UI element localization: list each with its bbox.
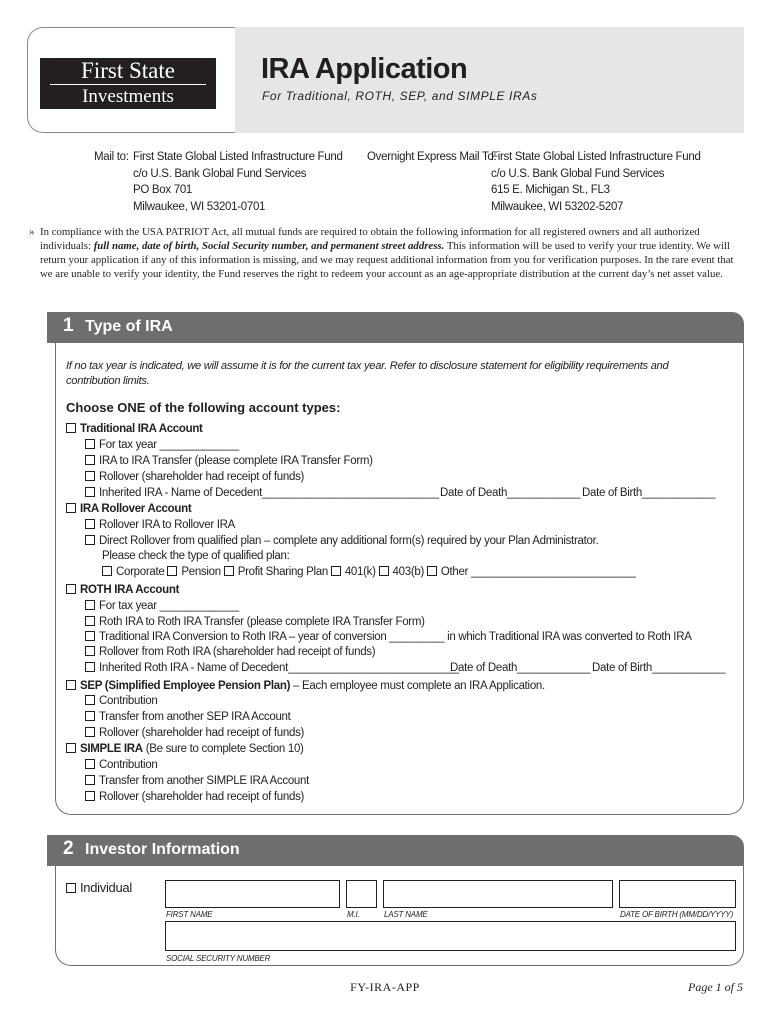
first-name-label: FIRST NAME — [166, 910, 213, 919]
ssn-label: SOCIAL SECURITY NUMBER — [166, 954, 271, 963]
traditional-date-of-death[interactable]: Date of Death____________ — [440, 487, 581, 499]
date-of-birth-label: DATE OF BIRTH (MM/DD/YYYY) — [620, 910, 734, 919]
checkbox-icon[interactable] — [85, 646, 95, 656]
checkbox-icon[interactable] — [85, 775, 95, 785]
option-label: Roth IRA to Roth IRA Transfer (please complete IRA Transfer Form) — [99, 616, 425, 628]
plan-other[interactable]: Other ___________________________ — [427, 566, 636, 578]
overnight-address — [491, 149, 701, 215]
option-label: ROTH IRA Account — [80, 584, 180, 596]
section-2-header — [47, 835, 744, 866]
title-panel — [235, 27, 744, 133]
checkbox-icon[interactable] — [85, 759, 95, 769]
overnight-line: c/o U.S. Bank Global Fund Services — [491, 167, 665, 180]
checkbox-icon[interactable] — [66, 743, 76, 753]
option-label: IRA to IRA Transfer (please complete IRA Transfer Form) — [99, 455, 373, 467]
overnight-line: First State Global Listed Infrastructure Fund — [491, 151, 701, 163]
option-label: For tax year _____________ — [99, 600, 239, 612]
page-title: IRA Application — [261, 53, 468, 85]
patriot-required-fields: full name, date of birth, Social Security number, and permanent street address. — [93, 240, 445, 252]
overnight-label: Overnight Express Mail To: — [367, 151, 497, 163]
traditional-tax-year[interactable] — [85, 438, 239, 453]
roth-inherited[interactable] — [85, 661, 459, 676]
last-name-field[interactable] — [383, 880, 613, 908]
checkbox-icon[interactable] — [85, 535, 95, 545]
mailing-addresses — [0, 149, 770, 219]
checkbox-icon[interactable] — [379, 566, 389, 576]
mail-label: Mail to: — [94, 151, 129, 163]
option-label: Contribution — [99, 695, 158, 707]
mail-line: PO Box 701 — [133, 184, 193, 196]
checkbox-icon[interactable] — [85, 631, 95, 641]
simple-contribution[interactable] — [85, 758, 157, 773]
logo-panel — [27, 27, 235, 133]
middle-initial-field[interactable] — [346, 880, 377, 908]
overnight-line: 615 E. Michigan St., FL3 — [491, 184, 610, 196]
company-logo — [40, 58, 216, 109]
option-label: Individual — [80, 880, 132, 895]
option-label: Inherited IRA - Name of Decedent_____________________________ — [99, 487, 439, 499]
checkbox-icon[interactable] — [66, 680, 76, 690]
plan-type-options — [102, 565, 636, 580]
section-1-header — [47, 312, 744, 343]
patriot-text: In compliance with the USA PATRIOT Act, all mutual funds are required to obtain the following information for all registered owners and all authorized individuals: — [40, 226, 700, 252]
plan-401k[interactable]: 401(k) — [331, 566, 376, 578]
roth-date-of-death[interactable]: Date of Death____________ — [450, 662, 591, 674]
individual-option[interactable] — [66, 880, 132, 895]
section-number: 2 — [63, 838, 74, 859]
roth-tax-year[interactable] — [85, 599, 239, 614]
option-label: Inherited Roth IRA - Name of Decedent____________________________ — [99, 662, 459, 674]
logo-line-1: First State — [81, 58, 175, 83]
checkbox-icon[interactable] — [427, 566, 437, 576]
checkbox-icon[interactable] — [85, 439, 95, 449]
option-label: Transfer from another SIMPLE IRA Account — [99, 775, 310, 787]
date-of-birth-field[interactable] — [619, 880, 736, 908]
checkbox-icon[interactable] — [85, 711, 95, 721]
rollover-account-option[interactable] — [66, 502, 191, 517]
ssn-field[interactable] — [165, 921, 736, 951]
sep-ira-option[interactable] — [66, 679, 545, 694]
checkbox-icon[interactable] — [85, 487, 95, 497]
plan-profit-sharing[interactable]: Profit Sharing Plan — [224, 566, 328, 578]
option-label: Traditional IRA Conversion to Roth IRA – year of conversion _________ in which Traditional IRA was converted to Roth IRA — [99, 631, 692, 643]
checkbox-icon[interactable] — [85, 727, 95, 737]
direct-rollover[interactable] — [85, 534, 598, 549]
plan-403b[interactable]: 403(b) — [379, 566, 424, 578]
option-note: – Each employee must complete an IRA Application. — [290, 680, 545, 692]
simple-rollover[interactable] — [85, 790, 304, 805]
patriot-paragraph — [40, 225, 744, 281]
middle-initial-label: M.I. — [347, 910, 360, 919]
checkbox-icon[interactable] — [66, 503, 76, 513]
checkbox-icon[interactable] — [85, 695, 95, 705]
option-label: Traditional IRA Account — [80, 423, 203, 435]
last-name-label: LAST NAME — [384, 910, 428, 919]
plan-corporate[interactable]: Corporate — [102, 566, 164, 578]
traditional-transfer[interactable] — [85, 454, 373, 469]
traditional-inherited[interactable] — [85, 486, 439, 501]
option-label: For tax year _____________ — [99, 439, 239, 451]
checkbox-icon[interactable] — [85, 616, 95, 626]
option-label: IRA Rollover Account — [80, 503, 192, 515]
page-subtitle: For Traditional, ROTH, SEP, and SIMPLE IRAs — [262, 89, 538, 103]
mail-line: c/o U.S. Bank Global Fund Services — [133, 167, 307, 180]
patriot-text-cont: This information will be used to verify your true identity. We will return your application if any of this information is missing, and we may request additional information from you for verification purposes. In the rare event that we are unable to verify your identity, the Fund reserves the right to redeem your account as an age-appropriate distribution at the current day’s net asset value. — [40, 240, 734, 280]
mail-line: Milwaukee, WI 53201-0701 — [133, 200, 266, 213]
patriot-act-notice — [29, 225, 744, 281]
simple-ira-option[interactable] — [66, 742, 304, 757]
checkbox-icon[interactable] — [85, 662, 95, 672]
section-title: Investor Information — [85, 841, 240, 858]
checkbox-icon[interactable] — [85, 455, 95, 465]
option-label: Rollover (shareholder had receipt of funds) — [99, 727, 305, 739]
checkbox-icon[interactable] — [224, 566, 234, 576]
mail-address — [133, 149, 343, 215]
sep-transfer[interactable] — [85, 710, 291, 725]
roth-conversion[interactable] — [85, 630, 692, 645]
chevron-icon: » — [29, 226, 35, 238]
form-id: FY-IRA-APP — [350, 980, 420, 994]
rollover-ira-to-ira[interactable] — [85, 518, 235, 533]
option-label: Rollover (shareholder had receipt of funds) — [99, 791, 305, 803]
option-label: SEP (Simplified Employee Pension Plan) — [80, 680, 291, 692]
simple-transfer[interactable] — [85, 774, 309, 789]
tax-year-note: If no tax year is indicated, we will assume it is for the current tax year. Refer to disclosure statement for eligibility requirements and contribution limits. — [66, 360, 669, 387]
section-title: Type of IRA — [85, 318, 173, 335]
checkbox-icon[interactable] — [85, 600, 95, 610]
checkbox-icon[interactable] — [167, 566, 177, 576]
first-name-field[interactable] — [165, 880, 340, 908]
option-label: SIMPLE IRA — [80, 743, 143, 755]
roth-date-of-birth[interactable]: Date of Birth____________ — [592, 662, 726, 674]
checkbox-icon[interactable] — [66, 883, 76, 893]
checkbox-icon[interactable] — [85, 519, 95, 529]
sep-rollover[interactable] — [85, 726, 304, 741]
option-note: (Be sure to complete Section 10) — [142, 743, 304, 755]
option-label: Rollover (shareholder had receipt of funds) — [99, 471, 305, 483]
roth-ira-option[interactable] — [66, 583, 179, 598]
checkbox-icon[interactable] — [66, 584, 76, 594]
plan-pension[interactable]: Pension — [167, 566, 220, 578]
option-label: Transfer from another SEP IRA Account — [99, 711, 291, 723]
traditional-rollover[interactable] — [85, 470, 304, 485]
logo-divider — [50, 84, 206, 85]
mail-line: First State Global Listed Infrastructure Fund — [133, 151, 343, 163]
option-label: Direct Rollover from qualified plan – complete any additional form(s) required by your Plan Administrator. — [99, 535, 599, 547]
checkbox-icon[interactable] — [331, 566, 341, 576]
checkbox-icon[interactable] — [102, 566, 112, 576]
checkbox-icon[interactable] — [85, 791, 95, 801]
page-number: Page 1 of 5 — [688, 980, 743, 994]
traditional-date-of-birth[interactable]: Date of Birth____________ — [582, 487, 716, 499]
checkbox-icon[interactable] — [66, 423, 76, 433]
plan-type-prompt: Please check the type of qualified plan: — [102, 550, 290, 562]
overnight-line: Milwaukee, WI 53202-5207 — [491, 200, 624, 213]
choose-heading: Choose ONE of the following account types: — [66, 400, 341, 415]
traditional-ira-option[interactable] — [66, 422, 203, 437]
sep-contribution[interactable] — [85, 694, 157, 709]
roth-transfer[interactable] — [85, 615, 425, 630]
option-label: Rollover from Roth IRA (shareholder had receipt of funds) — [99, 646, 376, 658]
option-label: Contribution — [99, 759, 158, 771]
logo-line-2: Investments — [82, 86, 174, 107]
option-label: Rollover IRA to Rollover IRA — [99, 519, 236, 531]
checkbox-icon[interactable] — [85, 471, 95, 481]
roth-rollover[interactable] — [85, 645, 375, 660]
section-number: 1 — [63, 315, 74, 336]
